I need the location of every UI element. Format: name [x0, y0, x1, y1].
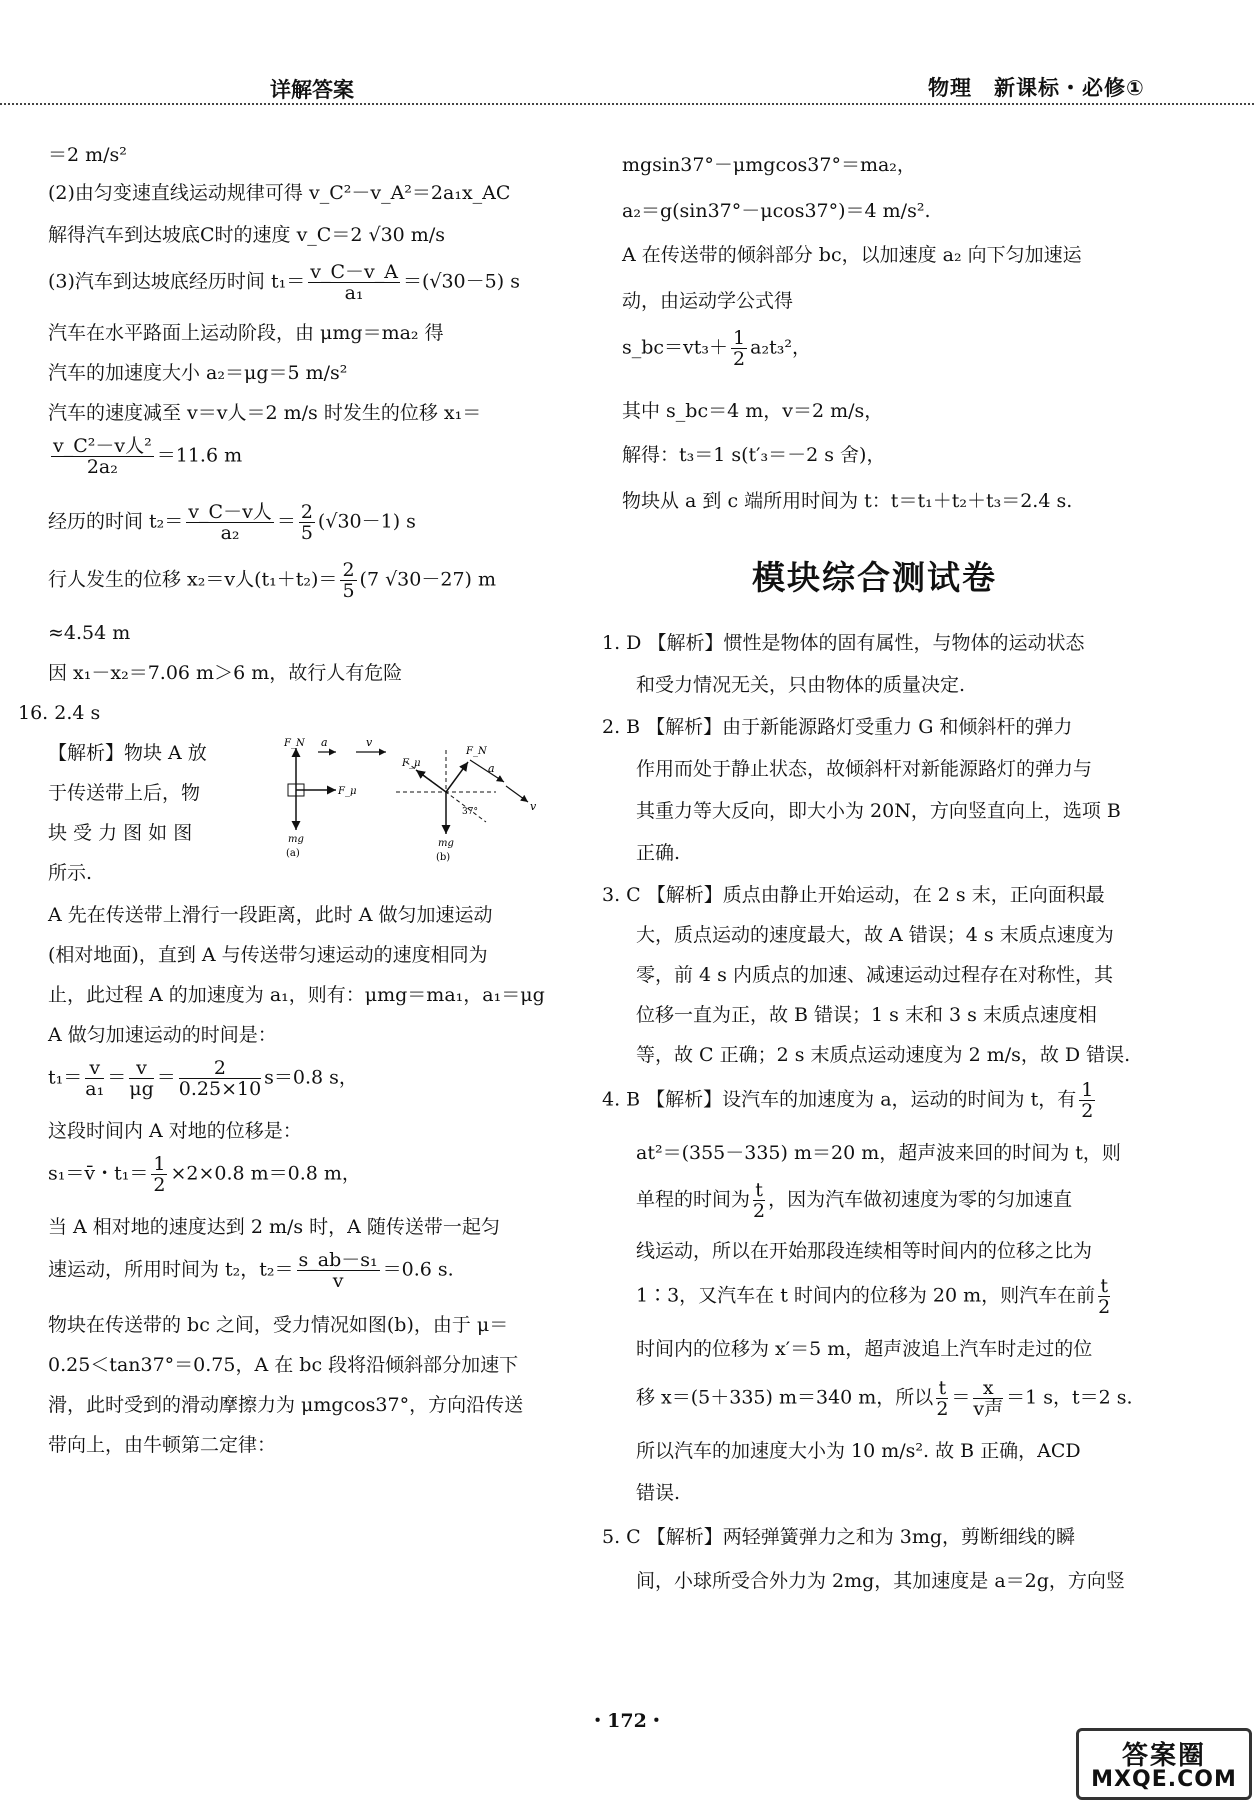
denominator: 2 [753, 1200, 766, 1222]
answer-line: 5. C 【解析】两轻弹簧弹力之和为 3mg，剪断细线的瞬 [602, 1526, 1076, 1548]
numerator: 1 [733, 327, 746, 349]
fraction [753, 1180, 765, 1221]
fraction [340, 560, 356, 601]
answer-line: 其重力等大反向，即大小为 20N，方向竖直向上，选项 B [636, 800, 1121, 822]
numerator: t [753, 1180, 765, 1201]
text-line: 块 受 力 图 如 图 [48, 822, 193, 844]
answer-line: 等，故 C 正确；2 s 末质点运动速度为 2 m/s，故 D 错误. [636, 1044, 1131, 1066]
text-segment: 单程的时间为 [636, 1188, 751, 1211]
label-mg-b: mg [438, 838, 454, 849]
answer-line: 正确. [636, 842, 681, 864]
answer-line: 3. C 【解析】质点由静止开始运动，在 2 s 末，正向面积最 [602, 884, 1105, 906]
denominator: 2 [1081, 1100, 1094, 1122]
caption-b: (b) [436, 852, 451, 863]
header-divider [0, 103, 1254, 105]
fraction [297, 1250, 380, 1291]
formula-line [48, 1250, 454, 1291]
answer-line: 零，前 4 s 内质点的加速、减速运动过程存在对称性，其 [636, 964, 1113, 986]
numerator: v_C－v人 [188, 501, 272, 523]
header-left-title: 详解答案 [270, 78, 354, 102]
watermark-logo [1076, 1728, 1252, 1800]
denominator: a₁ [344, 282, 364, 304]
text-segment: 1∶3，又汽车在 t 时间内的位移为 20 m，则汽车在前 [636, 1284, 1096, 1307]
text-segment: ＝(√30－5) s [402, 270, 520, 293]
text-line: mgsin37°－μmgcos37°＝ma₂， [622, 154, 916, 176]
force-diagram [256, 730, 556, 870]
fraction [731, 328, 747, 369]
text-segment: ＝1 s，t＝2 s. [1006, 1386, 1133, 1409]
text-line: 解得：t₃＝1 s(t′₃＝－2 s 舍)， [622, 444, 886, 466]
denominator: v声 [973, 1398, 1004, 1420]
answer-line: 和受力情况无关，只由物体的质量决定. [636, 674, 966, 696]
numerator: 2 [179, 1058, 261, 1079]
numerator: 2 [342, 559, 355, 581]
formula-line [602, 1080, 1098, 1121]
label-fn-b: F_N [466, 746, 487, 757]
formula-line [636, 1378, 1133, 1419]
text-line: 【解析】物块 A 放 [48, 742, 207, 764]
answer-line: 大，质点运动的速度最大，故 A 错误；4 s 末质点速度为 [636, 924, 1114, 946]
answer-line: 间，小球所受合外力为 2mg，其加速度是 a＝2g，方向竖 [636, 1570, 1125, 1592]
text-line: 动，由运动学公式得 [622, 290, 794, 312]
numerator: v_C－v_A [310, 261, 398, 283]
text-segment: ＝ [107, 1066, 127, 1089]
text-line: (相对地面)，直到 A 与传送带匀速运动的速度相同为 [48, 944, 488, 966]
formula-line [48, 262, 520, 303]
fraction [299, 502, 315, 543]
label-fmu-b: F_μ [402, 758, 421, 769]
formula-line [48, 1058, 358, 1099]
denominator: μg [129, 1078, 154, 1100]
text-segment: 经历的时间 t₂＝ [48, 510, 184, 533]
numerator: 1 [153, 1153, 166, 1175]
text-segment: 行人发生的位移 x₂＝v人(t₁＋t₂)＝ [48, 568, 338, 591]
text-line: 物块从 a 到 c 端所用时间为 t：t＝t₁＋t₂＋t₃＝2.4 s. [622, 490, 1073, 512]
text-line: ＝2 m/s² [48, 144, 127, 166]
label-mg: mg [288, 834, 304, 845]
text-segment: ＝11.6 m [156, 444, 243, 467]
text-line: (2)由匀变速直线运动规律可得 v_C²－v_A²＝2a₁x_AC [48, 182, 511, 204]
text-line: 汽车的速度减至 v＝v人＝2 m/s 时发生的位移 x₁＝ [48, 402, 482, 424]
text-line: 0.25＜tan37°＝0.75，A 在 bc 段将沿倾斜部分加速下 [48, 1354, 519, 1376]
fraction [129, 1058, 154, 1099]
text-line: ≈4.54 m [48, 622, 131, 644]
formula-line [48, 560, 496, 601]
denominator: 5 [342, 580, 355, 602]
answer-line: 2. B 【解析】由于新能源路灯受重力 G 和倾斜杆的弹力 [602, 716, 1073, 738]
numerator: 1 [1081, 1079, 1094, 1101]
text-line: 当 A 相对地的速度达到 2 m/s 时，A 随传送带一起匀 [48, 1216, 500, 1238]
text-line: 物块在传送带的 bc 之间，受力情况如图(b)，由于 μ＝ [48, 1314, 509, 1336]
fraction [1079, 1080, 1095, 1121]
numerator: v_C²－v人² [53, 435, 152, 457]
numerator: x [973, 1378, 1003, 1399]
text-segment: ＝ [951, 1386, 971, 1409]
text-segment: ＝ [156, 1066, 176, 1089]
text-segment: s＝0.8 s， [264, 1066, 358, 1089]
fraction [1098, 1276, 1110, 1317]
answer-line: 1. D 【解析】惯性是物体的固有属性，与物体的运动状态 [602, 632, 1085, 654]
text-segment: ，因为汽车做初速度为零的匀加速直 [768, 1188, 1073, 1211]
text-line: A 在传送带的倾斜部分 bc，以加速度 a₂ 向下匀加速运 [622, 244, 1082, 266]
text-segment: 4. B 【解析】设汽车的加速度为 a，运动的时间为 t，有 [602, 1088, 1077, 1111]
fraction [308, 262, 400, 303]
caption-a: (a) [286, 848, 300, 859]
text-segment: s₁＝v̄・t₁＝ [48, 1162, 149, 1185]
question-number-line: 16. 2.4 s [18, 702, 101, 724]
denominator: 2 [153, 1174, 166, 1196]
formula-line [48, 1154, 361, 1195]
text-segment: ＝0.6 s. [382, 1258, 454, 1281]
watermark-text: 答案圈 [1121, 1741, 1206, 1771]
text-line: 所示. [48, 862, 93, 884]
denominator: a₁ [85, 1078, 105, 1100]
text-segment: 速运动，所用时间为 t₂，t₂＝ [48, 1258, 294, 1281]
text-line: 其中 s_bc＝4 m，v＝2 m/s， [622, 400, 884, 422]
header-right-title: 物理 新课标・必修① [928, 76, 1145, 100]
denominator: a₂ [220, 522, 240, 544]
denominator: 2a₂ [86, 456, 118, 478]
text-line: 这段时间内 A 对地的位移是： [48, 1120, 302, 1142]
section-title: 模块综合测试卷 [752, 558, 997, 597]
answer-line: at²＝(355－335) m＝20 m，超声波来回的时间为 t，则 [636, 1142, 1121, 1164]
denominator: 5 [300, 522, 313, 544]
normal-force-arrow-b [446, 762, 468, 792]
fraction [186, 502, 274, 543]
label-v-b: v [530, 800, 537, 813]
text-segment: 移 x＝(5＋335) m＝340 m，所以 [636, 1386, 934, 1409]
answer-line: 作用而处于静止状态，故倾斜杆对新能源路灯的弹力与 [636, 758, 1093, 780]
answer-line: 错误. [636, 1482, 681, 1504]
answer-line: 线运动，所以在开始那段连续相等时间内的位移之比为 [636, 1240, 1093, 1262]
page-header [0, 0, 1254, 110]
watermark-url: MXQE.COM [1091, 1767, 1237, 1792]
label-angle: 37° [462, 807, 478, 817]
answer-line: 时间内的位移为 x′＝5 m，超声波追上汽车时走过的位 [636, 1338, 1093, 1360]
text-segment: (√30－1) s [317, 510, 416, 533]
denominator: 2 [733, 348, 746, 370]
denominator: 2 [1098, 1296, 1111, 1318]
text-line: 带向上，由牛顿第二定律： [48, 1434, 277, 1456]
label-a-b: a [488, 762, 495, 775]
text-segment: t₁＝ [48, 1066, 83, 1089]
text-segment: ×2×0.8 m＝0.8 m， [170, 1162, 361, 1185]
friction-arrow-b [416, 770, 446, 792]
fraction [973, 1378, 1003, 1419]
formula-line [636, 1180, 1072, 1221]
acceleration-arrow-b [470, 760, 504, 782]
text-line: 因 x₁－x₂＝7.06 m＞6 m，故行人有危险 [48, 662, 403, 684]
answer-line: 位移一直为正，故 B 错误；1 s 末和 3 s 末质点速度相 [636, 1004, 1097, 1026]
numerator: t [936, 1378, 948, 1399]
text-segment: a₂t₃²， [750, 336, 811, 359]
text-line: 于传送带上后，物 [48, 782, 201, 804]
fraction [51, 436, 154, 477]
text-line: A 做匀加速运动的时间是： [48, 1024, 277, 1046]
velocity-arrow-b [506, 786, 528, 802]
label-fn: F_N [284, 738, 305, 749]
fraction [85, 1058, 104, 1099]
text-line: 滑，此时受到的滑动摩擦力为 μmgcos37°，方向沿传送 [48, 1394, 524, 1416]
text-line: A 先在传送带上滑行一段距离，此时 A 做匀加速运动 [48, 904, 493, 926]
denominator: 2 [936, 1398, 949, 1420]
numerator: v [85, 1058, 104, 1079]
text-line: a₂＝g(sin37°－μcos37°)＝4 m/s². [622, 200, 931, 222]
numerator: 2 [300, 501, 313, 523]
label-fmu: F_μ [338, 786, 357, 797]
fraction [936, 1378, 948, 1419]
numerator: v [129, 1058, 154, 1079]
formula-line [48, 502, 416, 543]
denominator: 0.25×10 [178, 1078, 262, 1100]
text-segment: s_bc＝vt₃＋ [622, 336, 729, 359]
denominator: v [332, 1270, 344, 1292]
formula-line [636, 1276, 1113, 1317]
formula-line [48, 436, 242, 477]
label-v: v [366, 736, 373, 749]
label-a: a [321, 736, 328, 749]
text-line: 解得汽车到达坡底C时的速度 v_C＝2 √30 m/s [48, 224, 445, 246]
text-segment: (3)汽车到达坡底经历时间 t₁＝ [48, 270, 306, 293]
fraction [179, 1058, 261, 1099]
text-segment: ＝ [276, 510, 296, 533]
fraction [151, 1154, 167, 1195]
page-number: ・172・ [588, 1710, 666, 1732]
answer-line: 所以汽车的加速度大小为 10 m/s². 故 B 正确，ACD [636, 1440, 1081, 1462]
text-line: 止，此过程 A 的加速度为 a₁，则有：μmg＝ma₁，a₁＝μg [48, 984, 545, 1006]
formula-line [622, 328, 811, 369]
text-segment: (7 √30－27) m [359, 568, 497, 591]
text-line: 汽车的加速度大小 a₂＝μg＝5 m/s² [48, 362, 348, 384]
text-line: 汽车在水平路面上运动阶段，由 μmg＝ma₂ 得 [48, 322, 444, 344]
numerator: t [1098, 1276, 1110, 1297]
numerator: s_ab－s₁ [298, 1249, 378, 1271]
